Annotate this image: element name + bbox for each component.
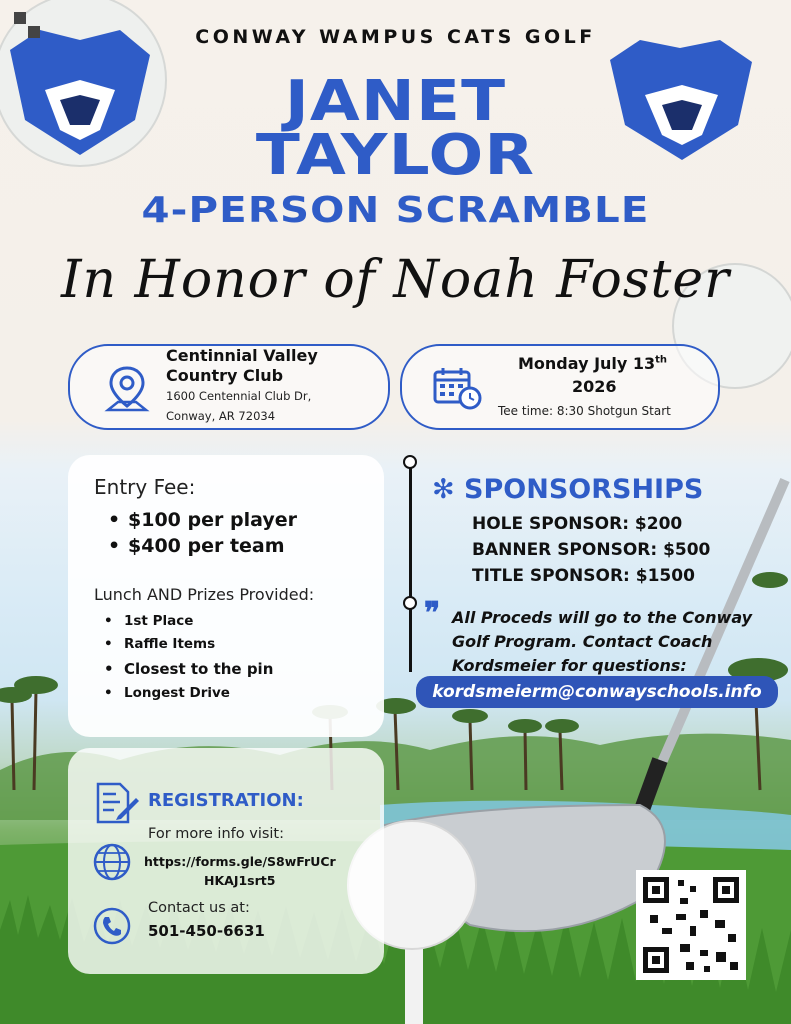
prize-longest-drive: • Longest Drive bbox=[104, 685, 230, 701]
honor-line: In Honor of Noah Foster bbox=[60, 250, 731, 310]
title-sponsor: TITLE SPONSOR: $1500 bbox=[472, 566, 695, 586]
date-card bbox=[400, 344, 720, 430]
globe-icon bbox=[92, 842, 132, 882]
asterisk-icon: ✻ bbox=[432, 474, 455, 505]
timeline-dot-middle bbox=[403, 596, 417, 610]
phone-icon bbox=[92, 906, 132, 946]
fee-player: • $100 per player bbox=[108, 509, 297, 531]
timeline-dot-top bbox=[403, 455, 417, 469]
prize-raffle: • Raffle Items bbox=[104, 636, 215, 652]
event-date bbox=[518, 354, 667, 373]
timeline-line bbox=[409, 462, 412, 672]
form-document-icon bbox=[92, 780, 140, 826]
hole-sponsor: HOLE SPONSOR: $200 bbox=[472, 514, 683, 534]
qr-code-icon bbox=[636, 870, 746, 980]
note-line1: All Proceds will go to the Conway bbox=[452, 608, 753, 627]
sponsorships-heading bbox=[432, 474, 703, 505]
event-name-line2: TAYLOR bbox=[255, 123, 536, 188]
program-kicker: CONWAY WAMPUS CATS GOLF bbox=[195, 26, 596, 48]
tee-time: Tee time: 8:30 Shotgun Start bbox=[498, 404, 671, 418]
venue-line2: Country Club bbox=[166, 366, 284, 385]
contact-email-link[interactable]: kordsmeierm@conwayschools.info bbox=[416, 676, 778, 708]
venue-line1: Centinnial Valley bbox=[166, 346, 318, 365]
registration-heading: REGISTRATION: bbox=[148, 790, 304, 811]
address-line2: Conway, AR 72034 bbox=[166, 409, 276, 423]
calendar-clock-icon bbox=[432, 366, 484, 412]
info-label: For more info visit: bbox=[148, 826, 285, 842]
date-suffix: th bbox=[655, 354, 668, 366]
map-pin-icon bbox=[104, 364, 150, 414]
entry-fee-card bbox=[68, 455, 384, 737]
quote-icon: ❞ bbox=[424, 596, 441, 631]
prizes-heading: Lunch AND Prizes Provided: bbox=[94, 585, 315, 604]
event-format: 4-PERSON SCRAMBLE bbox=[141, 190, 650, 231]
registration-url-line1[interactable]: https://forms.gle/S8wFrUCr bbox=[144, 854, 336, 869]
event-year: 2026 bbox=[572, 377, 617, 396]
prize-1st-place: • 1st Place bbox=[104, 613, 193, 629]
contact-label: Contact us at: bbox=[148, 900, 250, 916]
location-card bbox=[68, 344, 390, 430]
event-day: Monday July 13 bbox=[518, 354, 656, 373]
event-name-line1: JANET bbox=[284, 69, 507, 134]
prize-closest-pin: • Closest to the pin bbox=[104, 660, 273, 678]
banner-sponsor: BANNER SPONSOR: $500 bbox=[472, 540, 711, 560]
note-line2: Golf Program. Contact Coach bbox=[452, 632, 713, 651]
note-line3: Kordsmeier for questions: bbox=[452, 656, 687, 675]
address-line1: 1600 Centennial Club Dr, bbox=[166, 389, 312, 403]
entry-fee-heading: Entry Fee: bbox=[94, 475, 196, 499]
phone-number[interactable]: 501-450-6631 bbox=[148, 922, 265, 940]
registration-card bbox=[68, 748, 384, 974]
registration-url-line2[interactable]: HKAJ1srt5 bbox=[204, 873, 276, 888]
fee-team: • $400 per team bbox=[108, 535, 285, 557]
sponsorships-title: SPONSORSHIPS bbox=[464, 474, 704, 505]
